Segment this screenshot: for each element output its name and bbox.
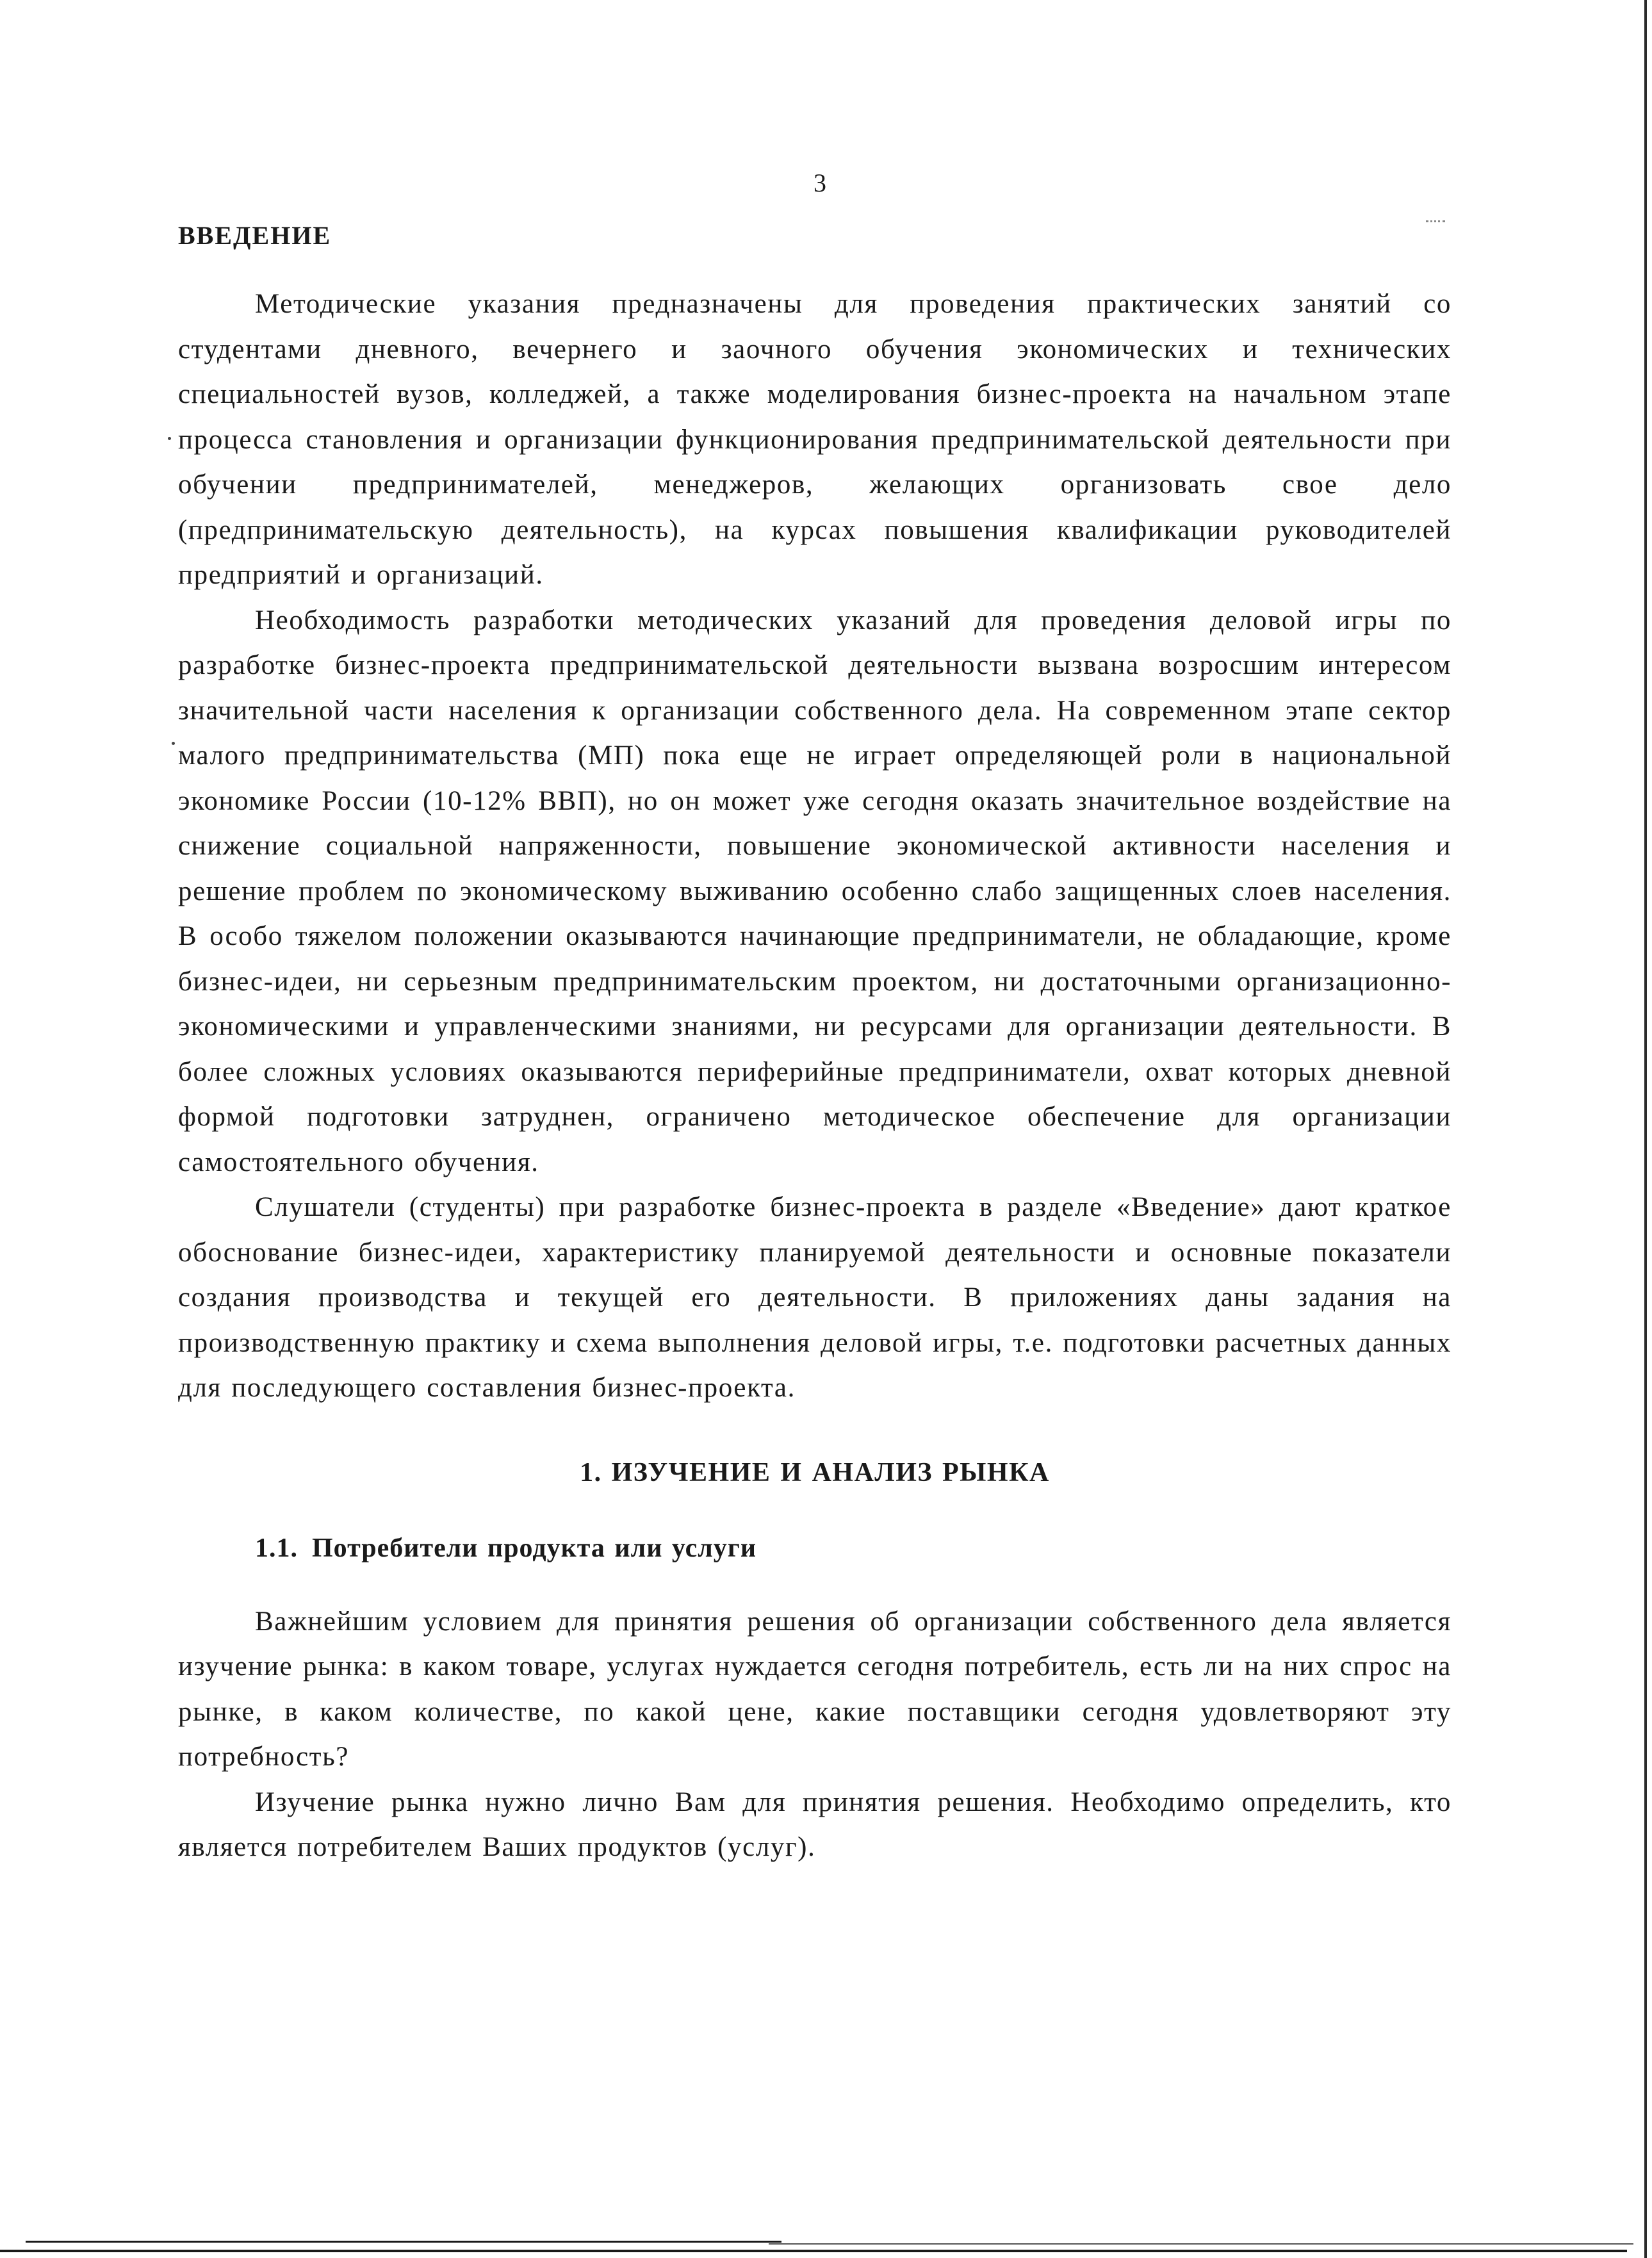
section-paragraph-2: Изучение рынка нужно лично Вам для принятия решения. Необходимо определить, кто является потребителем Ваших продуктов (услуг). [178, 1787, 1452, 1862]
artifact-dashes [1426, 220, 1445, 224]
scan-dot [172, 742, 175, 745]
page-number: 3 [814, 168, 826, 197]
scan-dot [168, 437, 171, 440]
right-edge-line [1644, 0, 1647, 2258]
bottom-scan-line [769, 2243, 1633, 2245]
document-body [178, 282, 1452, 1870]
bottom-scan-line [0, 2250, 1627, 2252]
section-paragraph-1: Важнейшим условием для принятия решения об организации собственного дела является изучение рынка: в каком товаре, услугах нуждается сегодня потребитель, есть ли на них спрос на рынке, в каком количестве, по какой цене, какие поставщики сегодня удовлетворяют эту потребность? [178, 1606, 1452, 1772]
subsection-number: 1.1. [255, 1533, 298, 1563]
intro-paragraph-1: Методические указания предназначены для проведения практических занятий со студентами дневного, вечернего и заочного обучения экономических и технических специальностей вузов, колледжей, а также моделирования бизнес-проекта на начальном этапе процесса становления и организации функционирования предпринимательской деятельности при обучении предпринимателей, менеджеров, желающих организовать свое дело (предпринимательскую деятельность), на курсах повышения квалификации руководителей предприятий и организаций. [178, 289, 1452, 590]
subsection-title-text: Потребители продукта или услуги [312, 1533, 757, 1563]
section-title: 1. ИЗУЧЕНИЕ И АНАЛИЗ РЫНКА [580, 1457, 1050, 1487]
intro-paragraph-3: Слушатели (студенты) при разработке бизнес-проекта в разделе «Введение» дают краткое обоснование бизнес-идеи, характеристику планируемой деятельности и основные показатели создания производства и текущей его деятельности. В приложениях даны задания на производственную практику и схема выполнения деловой игры, т.е. подготовки расчетных данных для последующего составления бизнес-проекта. [178, 1192, 1452, 1403]
intro-paragraph-2: Необходимость разработки методических указаний для проведения деловой игры по разработке бизнес-проекта предпринимательской деятельности вызвана возросшим интересом значительной части населения к организации собственного дела. На современном этапе сектор малого предпринимательства (МП) пока еще не играет определяющей роли в национальной экономике России (10-12% ВВП), но он может уже сегодня оказать значительное воздействие на снижение социальной напряженности, повышение экономической активности населения и решение проблем по экономическому выживанию особенно слабо защищенных слоев населения. В особо тяжелом положении оказываются начинающие предприниматели, не обладающие, кроме бизнес-идеи, ни серьезным предпринимательским проектом, ни достаточными организационно-экономическими и управленческими знаниями, ни ресурсами для организации деятельности. В более сложных условиях оказываются периферийные предприниматели, охват которых дневной формой подготовки затруднен, ограничено методическое обеспечение для организации самостоятельного обучения. [178, 605, 1452, 1177]
subsection-title [255, 1529, 1452, 1567]
bottom-scan-line [26, 2241, 781, 2243]
intro-heading: ВВЕДЕНИЕ [178, 221, 332, 250]
